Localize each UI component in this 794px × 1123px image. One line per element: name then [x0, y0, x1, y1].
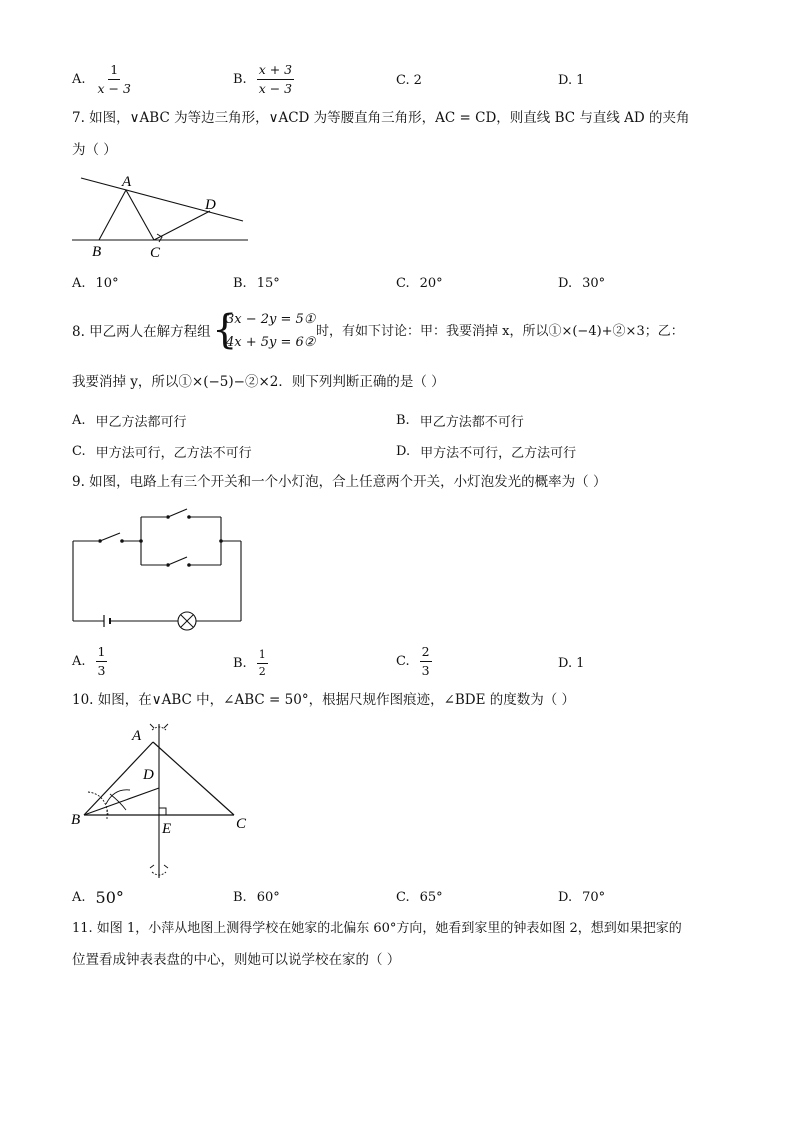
segment-cd	[154, 211, 210, 240]
label-b: B	[71, 812, 81, 828]
q6-option-b: B. $\frac{x + 3}{x - 3}$	[233, 62, 293, 96]
q8-option-d: D. 甲方法不可行，乙方法可行	[396, 444, 577, 461]
q10-stem: 10. 如图，在∨ABC 中，∠ABC = 50°，根据尺规作图痕迹，∠BDE 的度数为（ ）	[72, 692, 576, 708]
label-a: A	[122, 174, 132, 190]
label-c: C	[150, 245, 161, 261]
q7-triangle-figure	[66, 168, 256, 264]
junction-left	[139, 539, 143, 543]
q11-stem-line1: 11. 如图 1，小萍从地图上测得学校在她家的北偏东 60°方向，她看到家里的钟表如图 2，想到如果把家的	[72, 921, 682, 936]
q9-option-c: C. $\frac{2}{3}$	[396, 644, 430, 678]
q9-option-a: A. $\frac{1}{3}$	[72, 644, 106, 678]
q6-option-d: D. 1	[558, 73, 585, 88]
q10-option-c: C. 65°	[396, 890, 443, 905]
q9-circuit-figure	[66, 505, 248, 631]
q9-stem: 9. 如图，电路上有三个开关和一个小灯泡，合上任意两个开关，小灯泡发光的概率为（ ）	[72, 474, 607, 490]
label-e: E	[162, 821, 172, 837]
junction-right	[219, 539, 223, 543]
right-angle-mark	[159, 808, 166, 815]
label-c: C	[236, 816, 247, 832]
segment-ab	[99, 190, 126, 240]
q10-option-a: A. 50°	[72, 888, 124, 907]
q7-stem-line1: 7. 如图，∨ABC 为等边三角形，∨ACD 为等腰直角三角形，AC = CD，则直线 BC 与直线 AD 的夹角	[72, 110, 690, 126]
angle-bisector-bd	[84, 788, 159, 815]
fraction: $\frac{x + 3}{x - 3}$	[258, 62, 293, 96]
switch-2-lever	[168, 509, 187, 517]
q7-option-a: A. 10°	[72, 276, 119, 291]
q10-option-d: D. 70°	[558, 890, 606, 905]
q8-equation-2: 4x + 5y = 6②	[226, 335, 316, 350]
q11-stem-line2: 位置看成钟表表盘的中心，则她可以说学校在家的（ ）	[72, 952, 401, 968]
fraction: $\frac{2}{3}$	[421, 644, 430, 678]
arc-trace-b-2	[106, 790, 130, 804]
switch-3-lever	[168, 557, 187, 565]
arc-trace-b-3	[110, 794, 126, 810]
fraction: $\frac{1}{x - 3}$	[97, 62, 131, 96]
side-ac	[153, 742, 234, 815]
q10-option-b: B. 60°	[233, 890, 280, 905]
q6-option-c: C. 2	[396, 73, 422, 88]
q8-stem-suffix: 时，有如下讨论：甲：我要消掉 x，所以①×(−4)+②×3；乙：	[316, 324, 684, 339]
label-b: B	[92, 244, 102, 260]
q7-option-d: D. 30°	[558, 276, 606, 291]
q9-option-d: D. 1	[558, 656, 585, 671]
line-ad	[81, 178, 243, 221]
equation-brace: {	[212, 307, 238, 353]
arc-trace-b	[88, 792, 108, 815]
q8-equation-1: 3x − 2y = 5①	[226, 312, 316, 327]
q7-option-b: B. 15°	[233, 276, 280, 291]
q8-option-a: A. 甲乙方法都可行	[72, 413, 187, 430]
label-d: D	[205, 197, 216, 213]
label-a: A	[132, 728, 142, 744]
switch-1-lever	[100, 533, 120, 541]
q7-stem-line2: 为（ ）	[72, 142, 117, 158]
segment-ac	[126, 190, 154, 240]
q7-option-c: C. 20°	[396, 276, 443, 291]
label-d: D	[143, 767, 154, 783]
q10-construction-figure	[66, 718, 262, 886]
fraction: $\frac{1}{3}$	[97, 644, 106, 678]
q8-stem-line2: 我要消掉 y，所以①×(−5)−②×2．则下列判断正确的是（ ）	[72, 374, 445, 390]
q6-option-a: A. $\frac{1}{x - 3}$	[72, 62, 131, 96]
q8-option-b: B. 甲乙方法都不可行	[396, 413, 524, 430]
q9-option-b: B. $\frac{1}{2}$	[233, 648, 266, 678]
q8-stem-prefix: 8. 甲乙两人在解方程组	[72, 324, 211, 340]
q8-option-c: C. 甲方法可行，乙方法不可行	[72, 444, 252, 461]
fraction: $\frac{1}{2}$	[258, 648, 266, 678]
